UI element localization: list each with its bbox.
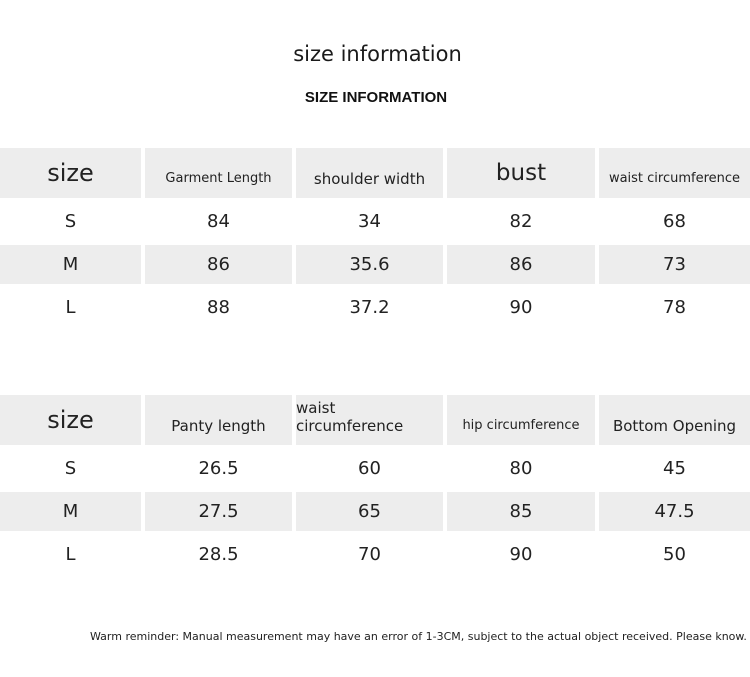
header-panty-length: Panty length xyxy=(145,395,292,445)
table-row xyxy=(0,535,750,578)
header-garment-length: Garment Length xyxy=(145,148,292,198)
table-row xyxy=(0,288,750,331)
header-waist-circumference: waist circumference xyxy=(599,148,750,198)
table-cell: 78 xyxy=(663,297,686,318)
table-cell: 73 xyxy=(599,245,750,284)
header-shoulder-width: shoulder width xyxy=(296,148,443,198)
size-label: M xyxy=(0,245,141,284)
table-header-row xyxy=(0,148,750,202)
table-cell: 35.6 xyxy=(296,245,443,284)
header-bottom-opening: Bottom Opening xyxy=(599,395,750,445)
size-label: S xyxy=(64,458,77,479)
header-waist-circumference: waist circumference xyxy=(296,395,443,445)
header-size: size xyxy=(0,148,141,198)
page-subtitle: SIZE INFORMATION xyxy=(304,89,448,106)
table-cell: 27.5 xyxy=(145,492,292,531)
table-cell: 80 xyxy=(509,458,533,479)
table-cell: 45 xyxy=(663,458,686,479)
table-cell: 26.5 xyxy=(198,458,239,479)
table-cell: 84 xyxy=(207,211,230,232)
header-size: size xyxy=(0,395,141,445)
size-label: L xyxy=(65,544,76,565)
table-cell: 90 xyxy=(509,297,533,318)
table-cell: 90 xyxy=(509,544,533,565)
table-row xyxy=(0,449,750,492)
table-cell: 70 xyxy=(358,544,381,565)
table-cell: 60 xyxy=(358,458,381,479)
top-size-table xyxy=(0,148,750,331)
table-cell: 85 xyxy=(447,492,595,531)
table-cell: 47.5 xyxy=(599,492,750,531)
table-cell: 34 xyxy=(358,211,381,232)
table-cell: 68 xyxy=(663,211,686,232)
page-title: size information xyxy=(293,42,462,66)
table-cell: 65 xyxy=(296,492,443,531)
header-hip-circumference: hip circumference xyxy=(447,395,595,445)
size-label: S xyxy=(64,211,77,232)
table-row xyxy=(0,202,750,245)
size-label: M xyxy=(0,492,141,531)
table-row xyxy=(0,492,750,535)
table-cell: 88 xyxy=(207,297,230,318)
table-cell: 82 xyxy=(509,211,533,232)
table-header-row xyxy=(0,395,750,449)
table-row xyxy=(0,245,750,288)
table-cell: 28.5 xyxy=(198,544,239,565)
warm-reminder-note: Warm reminder: Manual measurement may have an error of 1-3CM, subject to the actual object received. Please know. xyxy=(90,630,747,643)
table-cell: 50 xyxy=(663,544,686,565)
bottom-size-table xyxy=(0,395,750,578)
table-cell: 86 xyxy=(447,245,595,284)
table-cell: 37.2 xyxy=(349,297,390,318)
header-bust: bust xyxy=(447,148,595,198)
table-cell: 86 xyxy=(145,245,292,284)
size-label: L xyxy=(65,297,76,318)
